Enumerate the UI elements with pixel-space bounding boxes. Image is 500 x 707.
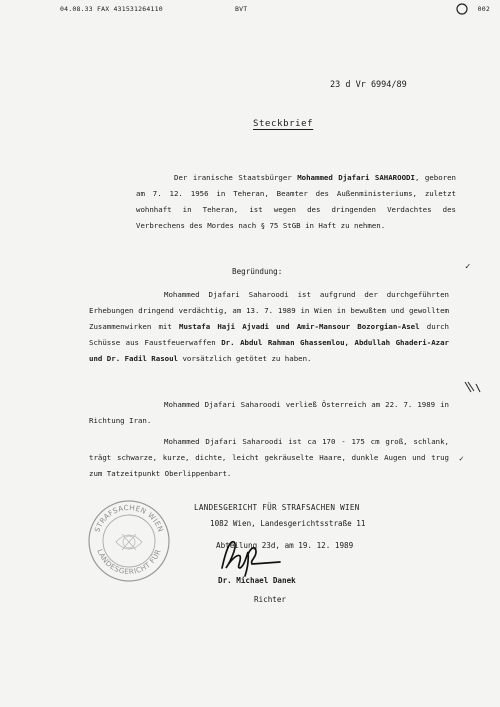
- reasoning-heading: Begründung:: [232, 267, 283, 276]
- reasoning-text-1: Mohammed Djafari Saharoodi ist aufgrund der durchgeführten Erhebungen dringend verdächtig, am 13. 7. 1989 in Wien in bewußtem und gewolltem Zusammenwirken mit: [89, 290, 449, 331]
- paragraph-warrant: [136, 170, 456, 234]
- judge-role: Richter: [254, 595, 287, 604]
- margin-mark: ✓: [465, 262, 471, 272]
- suspect-name: Mohammed Djafari SAHAROODI: [297, 173, 415, 182]
- court-division-date: Abteilung 23d, am 19. 12. 1989: [216, 541, 354, 550]
- paragraph-description: Mohammed Djafari Saharoodi ist ca 170 - 175 cm groß, schlank, trägt schwarze, kurze, dichte, leicht gekräuselte Haare, dunkle Augen und trug zum Tatzeitpunkt Oberlippenbart.: [89, 437, 449, 478]
- paragraph-warrant-text-1: Der iranische Staatsbürger: [174, 173, 298, 182]
- accomplices: Mustafa Haji Ajvadi und Amir-Mansour Bozorgian-Asel: [179, 322, 420, 331]
- seal-text-bottom: LANDESGERICHT FÜR: [95, 547, 163, 577]
- judge-name: Dr. Michael Danek: [218, 576, 296, 585]
- reasoning-text-3: vorsätzlich getötet zu haben.: [178, 354, 312, 363]
- reasoning-text-2: durch Schüsse aus Faustfeuerwaffen: [89, 322, 449, 347]
- victims: Dr. Abdul Rahman Ghassemlou, Abdullah Ghaderi-Azar und Dr. Fadil Rasoul: [89, 338, 449, 363]
- paragraph-reasoning: [89, 287, 449, 367]
- fax-header-middle: BVT: [235, 5, 248, 13]
- judge-signature: [216, 528, 286, 580]
- court-name: LANDESGERICHT FÜR STRAFSACHEN WIEN: [194, 503, 360, 512]
- case-reference: 23 d Vr 6994/89: [330, 80, 407, 90]
- svg-text:STRAFSACHEN WIEN: [92, 503, 165, 533]
- seal-text-top: STRAFSACHEN WIEN: [92, 502, 166, 534]
- fax-page-number: 002: [477, 5, 490, 13]
- court-seal-icon: [86, 498, 172, 584]
- fax-circle-icon: [455, 2, 469, 16]
- margin-mark-2: ✓: [459, 454, 464, 463]
- court-address: 1082 Wien, Landesgerichtsstraße 11: [210, 519, 366, 528]
- fax-header-left: 04.08.33 FAX 431531264110: [60, 5, 163, 13]
- paragraph-departure: Mohammed Djafari Saharoodi verließ Österreich am 22. 7. 1989 in Richtung Iran.: [89, 400, 449, 425]
- margin-scribble-icon: [462, 378, 484, 396]
- document-title: Steckbrief: [253, 119, 314, 129]
- paragraph-warrant-text-2: , geboren am 7. 12. 1956 in Teheran, Beamter des Außenministeriums, zuletzt wohnhaft in Teheran, ist wegen des dringenden Verdachtes des Verbrechens des Mordes nach § 75 StGB in Haft zu nehmen.: [136, 173, 457, 230]
- fax-header: [60, 5, 490, 16]
